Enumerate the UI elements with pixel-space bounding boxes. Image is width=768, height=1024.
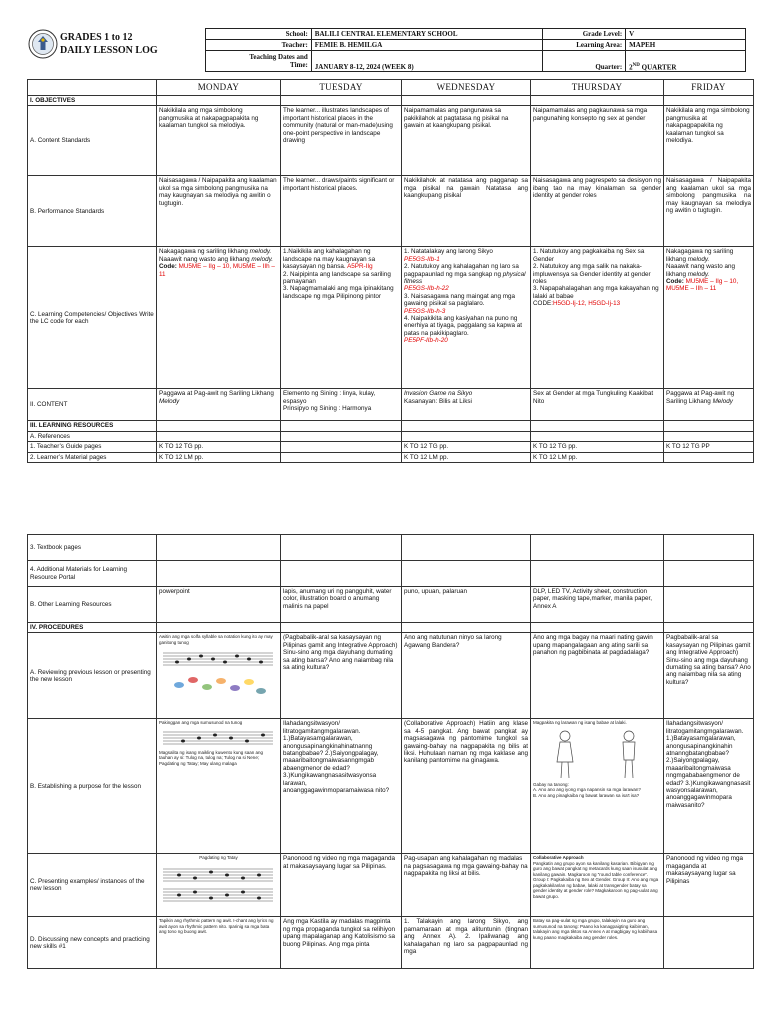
competency-thu-2: 2. Natutukoy ang mga salik na nakaka-impluwensya sa Gender identity at gender roles xyxy=(533,263,651,286)
music-staff-figure xyxy=(159,647,277,705)
competency-wed-4: 4. Naipakikita ang kasiyahan na puno ng enerhiya at tiyaga, paggalang sa kapwa at patas na pakikipaglaro. xyxy=(404,315,522,337)
procedures-heading: IV. PROCEDURES xyxy=(28,623,157,633)
resources-row xyxy=(28,421,754,431)
other-tue: lapis, anumang uri ng pangguhit, water color, illustration board o anumang malinis na papel xyxy=(281,587,402,623)
competency-mon-1: Nakagagawa ng sariling likhang melody. xyxy=(159,248,272,256)
tg-label: 1. Teacher’s Guide pages xyxy=(28,442,157,452)
other-resources-label: B. Other Learning Resources xyxy=(28,587,157,623)
examples-thu-title: Collaborative Approach xyxy=(533,855,584,861)
dates-value: JANUARY 8-12, 2024 (WEEK 8) xyxy=(311,51,543,72)
purpose-mon-caption: Pakinggan ang mga sumusunod na tunog xyxy=(159,720,243,726)
reviewing-mon xyxy=(157,633,281,719)
tg-tue xyxy=(281,442,402,452)
teacher-value: FEMIE B. HEMILGA xyxy=(311,40,543,51)
tg-mon: K TO 12 TG pp. xyxy=(157,442,281,452)
reviewing-fri: Pagbabalik-aral sa kasaysayan ng Pilipinas gamit ang Integrative Approach) Sinu-sino ang mga dayuhang dumating sa ating bansa? Ano ang naiambag nila sa ating kultura? xyxy=(664,633,754,719)
grade-label: Grade Level: xyxy=(543,29,626,40)
performance-standards-wed: Nakikilahok at natatasa ang pagganap sa mga pisikal na gawain Natatasa ang kaangkupang pisikal xyxy=(402,176,531,247)
discussing-fri xyxy=(664,917,754,969)
performance-standards-tue: The learner... draws/paints significant or important historical places. xyxy=(281,176,402,247)
competency-tue-2: 2. Naipipinta ang landscape sa sariling pamayanan xyxy=(283,270,391,286)
examples-fri: Panonood ng video ng mga magaganda at makasaysayang lugar sa Pilipinas xyxy=(664,854,754,917)
additional-row xyxy=(28,561,754,587)
examples-tue: Panonood ng video ng mga magaganda at makasaysayang lugar sa Pilipinas. xyxy=(281,854,402,917)
purpose-thu-caption: Magpakita ng larawan ng isang babae at lalaki. xyxy=(533,720,627,726)
resources-heading: III. LEARNING RESOURCES xyxy=(28,421,157,431)
quarter-label: Quarter: xyxy=(543,51,626,72)
content-standards-wed: Naipamamalas ang pangunawa sa pakikilahok at pagtatasa ng pisikal na gawain at kaangkupang pisikal. xyxy=(402,106,531,176)
other-thu: DLP, LED TV, Activity sheet, construction paper, masking tape,marker, manila paper, Annex A xyxy=(531,587,664,623)
reviewing-wed: Ano ang natutunan ninyo sa larong Agawang Bandera? xyxy=(402,633,531,719)
reviewing-row xyxy=(28,633,754,719)
header-info-table xyxy=(205,28,746,72)
objectives-heading: I. OBJECTIVES xyxy=(28,96,157,106)
performance-standards-row xyxy=(28,176,754,247)
content-standards-fri: Nakikilala ang mga simbolong pangmusika at nakapagpapakita ng kaalaman tungkol sa melodiya. xyxy=(664,106,754,176)
purpose-fri: Ilahadangsitwasyon/ litratogamitangmgalarawan. 1.)Batayasamgalarawan, anongusapinangkinahin atnanngbatangbabae? 2.)Saiyongpalagay, maaaribaitongmaiwasa nngmgababaengmenor de edad? 3.)Kungikawangnasasit wasyonsalarawan, anoanggagawinmopara maiwasanito? xyxy=(664,719,754,854)
competency-fri-2: Naaawit nang wasto ang likhang melody. xyxy=(666,263,735,278)
quarter-number: 2 xyxy=(629,63,633,71)
reviewing-thu: Ano ang mga bagay na maari nating gawin upang mapangalagaan ang ating sarili sa panahon ng pagbibinata at pagdadalaga? xyxy=(531,633,664,719)
discussing-tue: Ang mga Kastila ay madalas magpinta ng mga propaganda tungkol sa relihiyon upang mapalaganap ang Katolisismo sa buong Pilipinas. Ang mga pinta xyxy=(281,917,402,969)
competency-thu-code: CODE:H5GD-Ij-12, H5GD-Ij-13 xyxy=(533,300,621,308)
textbook-label: 3. Textbook pages xyxy=(28,535,157,561)
purpose-thu xyxy=(531,719,664,854)
examples-mon xyxy=(157,854,281,917)
quarter-suffix: ND xyxy=(632,62,640,68)
quarter-text: QUARTER xyxy=(639,63,677,71)
purpose-thu-question-title: Gabay na tanong: xyxy=(533,781,569,787)
melody-staff-figure xyxy=(159,728,277,750)
purpose-thu-question-1: A. Ano ano ang iyong mga napansin sa mga larawan? xyxy=(533,787,641,793)
lm-label: 2. Learner’s Material pages xyxy=(28,452,157,462)
discussing-row xyxy=(28,917,754,969)
content-heading: II. CONTENT xyxy=(28,389,157,421)
competencies-mon xyxy=(157,247,281,389)
school-value: BALILI CENTRAL ELEMENTARY SCHOOL xyxy=(311,29,543,40)
examples-label: C. Presenting examples/ instances of the new lesson xyxy=(28,854,157,917)
girl-boy-figure xyxy=(533,728,661,782)
content-thu: Sex at Gender at mga Tungkuling Kaakibat Nito xyxy=(531,389,664,421)
dates-label-line-1: Teaching Dates and xyxy=(249,53,308,61)
other-fri xyxy=(664,587,754,623)
discussing-thu: Batay sa pag-uulat ng mga grupo, talakayin na guro ang sumusunod na tanong: Paano ka kanagpaigting kaibiman, talakayin ang mga tiktos sa Annex A at magbigay ng kabiihasa kung paano magkakaiba ang gender roles. xyxy=(531,917,664,969)
purpose-mon xyxy=(157,719,281,854)
purpose-row xyxy=(28,719,754,854)
tg-row xyxy=(28,442,754,452)
content-standards-tue: The learner... illustrates landscapes of important historical places in the community (natural or man-made)using one-point perspective in landscape drawing xyxy=(281,106,402,176)
day-header-row xyxy=(28,80,754,96)
competency-wed-3-code: PE5GS-IIb-h-3 xyxy=(404,307,446,315)
competency-wed-4-code: PE5PF-IIb-h-20 xyxy=(404,337,448,345)
content-wed: Invasion Game na Sikyo Kasanayan: Bilis at Liksi xyxy=(402,389,531,421)
examples-wed: Pag-usapan ang kahalagahan ng madalas na pagsasagawa ng mga gawaing-bahay na nagpapakita ng liksi at bilis. xyxy=(402,854,531,917)
competencies-label: C. Learning Competencies/ Objectives Write the LC code for each xyxy=(28,247,157,389)
competency-mon-code: Code: MU5ME – IIg – 10, MU5ME – IIh – 11 xyxy=(159,263,275,278)
performance-standards-label: B. Performance Standards xyxy=(28,176,157,247)
competency-wed-2-code: PE5GS-IIb-h-22 xyxy=(404,285,449,293)
competencies-row xyxy=(28,247,754,389)
competency-thu-1: 1. Natutukoy ang pagkakaiba ng Sex sa Gender xyxy=(533,248,645,263)
lesson-table-part-1 xyxy=(27,79,754,463)
content-mon: Paggawa at Pag-awit ng Sariling Likhang Melody xyxy=(157,389,281,421)
grade-value: V xyxy=(626,29,746,40)
content-row xyxy=(28,389,754,421)
competencies-fri xyxy=(664,247,754,389)
song-sheet-figure xyxy=(159,863,277,903)
competency-fri-1: Nakagagawa ng sariling likhang melody. xyxy=(666,248,734,263)
competency-wed-1-code: PE5GS-IIb-1 xyxy=(404,255,440,263)
reviewing-label: A. Reviewing previous lesson or presenting the new lesson xyxy=(28,633,157,719)
dates-label xyxy=(206,51,312,72)
competency-tue-1: 1.Naikikila ang kahalagahan ng landscape na may kaugnayan sa kasaysayan ng bansa. A5PR-IIg xyxy=(283,248,376,271)
lm-fri xyxy=(664,452,754,462)
area-value: MAPEH xyxy=(626,40,746,51)
tg-wed: K TO 12 TG pp. xyxy=(402,442,531,452)
reviewing-mon-caption: Awitin ang mga solfa syllable sa notation kung ito ay may ganitong tunog xyxy=(159,634,273,645)
title-line-2: DAILY LESSON LOG xyxy=(60,45,158,56)
competency-thu-3: 3. Napapahalagahan ang mga kakayahan ng lalaki at babae xyxy=(533,285,659,300)
content-standards-mon: Nakikilala ang mga simbolong pangmusika at nakapagpapakita ng kaalaman tungkol sa melodiya. xyxy=(157,106,281,176)
lm-row xyxy=(28,452,754,462)
examples-thu-text: Pangkatin ang grupo ayon sa kanilang kasarian. Bibigyan ng guro ang bawat pangkat ng metacards kung saan isusulat ang kanilang gawain. Magkaroon ng “round table conference”. Group I: Pagkakaiba ng Sex at Gender. Group II: Ano ang mga pagkakakilanlan ng babae, lalaki at transgender batay sa gender identity at gender role? Magkakaroon ng pag-uulat ang bawat grupo. xyxy=(533,860,659,899)
competency-fri-code: Code: MU5ME – IIg – 10, MU5ME – IIh – 11 xyxy=(666,278,739,293)
references-heading: A. References xyxy=(28,431,157,441)
quarter-value xyxy=(626,51,746,72)
day-wednesday: WEDNESDAY xyxy=(402,80,531,96)
day-tuesday: TUESDAY xyxy=(281,80,402,96)
references-row xyxy=(28,431,754,441)
examples-row xyxy=(28,854,754,917)
day-monday: MONDAY xyxy=(157,80,281,96)
other-wed: puno, upuan, palaruan xyxy=(402,587,531,623)
purpose-label: B. Establishing a purpose for the lesson xyxy=(28,719,157,854)
competency-mon-2: Naaawit nang wasto ang likhang melody. xyxy=(159,255,274,263)
examples-thu xyxy=(531,854,664,917)
competencies-tue xyxy=(281,247,402,389)
other-mon: powerpoint xyxy=(157,587,281,623)
corner-cell xyxy=(28,80,157,96)
content-standards-thu: Naipamamalas ang pagkaunawa sa mga pangunahing konsepto ng sex at gender xyxy=(531,106,664,176)
discussing-wed: 1. Talakayin ang larong Sikyo, ang pamamaraan at mga alituntunin (tingnan ang Annex A). 2. Ipaliwanag ang kahalagahan ng laro sa pagpapaunlad ng mga xyxy=(402,917,531,969)
day-friday: FRIDAY xyxy=(664,80,754,96)
deped-seal-icon xyxy=(28,29,58,59)
purpose-wed: (Collaborative Approach) Hatiin ang klase sa 4-5 pangkat. Ang bawat pangkat ay magsasagawa ng pantomime tungkol sa gawaing-bahay na nagpapakita ng bilis at liksi. Huhulaan naman ng mga kaklase ang kanilang pantomime na ginagawa. xyxy=(402,719,531,854)
procedures-row xyxy=(28,623,754,633)
teacher-label: Teacher: xyxy=(206,40,312,51)
dates-label-line-2: Time: xyxy=(290,61,308,69)
discussing-mon: Tapikin ang rhythmic pattern ng awit. I-chant ang lyrics ng awit ayon sa rhythmic pattern nito. Iparinig sa mga bata ang tono ng buong awit. xyxy=(157,917,281,969)
day-thursday: THURSDAY xyxy=(531,80,664,96)
examples-mon-title: Pagdating ng Tatay xyxy=(199,855,238,861)
document-title xyxy=(60,31,158,57)
performance-standards-mon: Naisasagawa / Naipapakita ang kaalaman ukol sa mga simbolong pangmusika na may kaugnayan sa melodiya ng awitin o tugtugin. xyxy=(157,176,281,247)
purpose-tue: Ilahadangsitwasyon/ litratogamitangmgalarawan. 1.)Batayasamgalarawan, anongusapinangkinahinatnanng batangbabae? 2.)Saiyongpalagay, maaaribaitongmaiwasanngmgab abaengmenor de edad? 3.)Kungikawangnasasitwasyonsa larawan, anoanggagawinmoparamaiwasa nito? xyxy=(281,719,402,854)
lesson-table-part-2 xyxy=(27,534,754,969)
competencies-wed xyxy=(402,247,531,389)
lm-wed: K TO 12 LM pp. xyxy=(402,452,531,462)
area-label: Learning Area: xyxy=(543,40,626,51)
purpose-mon-list: Magsalita ng isang maikling kuwento kung saan ang tauhan ay si: Tulog na, tulog na; Tulog na si Nene; Pagdating ng Tatay; May ulang malaga xyxy=(159,749,264,766)
competencies-thu xyxy=(531,247,664,389)
lm-mon: K TO 12 LM pp. xyxy=(157,452,281,462)
lm-thu: K TO 12 LM pp. xyxy=(531,452,664,462)
discussing-label: D. Discussing new concepts and practicing new skills #1 xyxy=(28,917,157,969)
purpose-thu-question-2: B. Ano ang pinagkaiba ng bawat larawan sa isa't isa? xyxy=(533,792,640,798)
textbook-row xyxy=(28,535,754,561)
additional-label: 4. Additional Materials for Learning Resource Portal xyxy=(28,561,157,587)
school-label: School: xyxy=(206,29,312,40)
competency-wed-1: 1. Natatalakay ang larong Sikyo xyxy=(404,248,493,256)
competency-wed-3: 3. Naisasagawa nang maingat ang mga gawaing pisikal sa paglalaro. xyxy=(404,292,515,308)
content-standards-label: A. Content Standards xyxy=(28,106,157,176)
performance-standards-thu: Naisasagawa ang pagrespeto sa desisyon ng ibang tao na may kinalaman sa gender identity at gender roles xyxy=(531,176,664,247)
other-resources-row xyxy=(28,587,754,623)
competency-tue-3: 3. Napagmamalaki ang mga ipinakitang landscape ng mga Pilipinong pintor xyxy=(283,285,394,300)
objectives-row xyxy=(28,96,754,106)
content-tue: Elemento ng Sining : linya, kulay, espasyo Prinsipyo ng Sining : Harmonya xyxy=(281,389,402,421)
lm-tue xyxy=(281,452,402,462)
competency-wed-2: 2. Natutukoy ang kahalagahan ng laro sa pagpapaunlad ng mga sangkap ng physical fitness xyxy=(404,263,526,286)
tg-fri: K TO 12 TG PP xyxy=(664,442,754,452)
content-standards-row xyxy=(28,106,754,176)
title-line-1: GRADES 1 to 12 xyxy=(60,32,133,43)
tg-thu: K TO 12 TG pp. xyxy=(531,442,664,452)
reviewing-tue: (Pagbabalik-aral sa kasaysayan ng Pilipinas gamit ang Integrative Approach) Sinu-sino ang mga dayuhang dumating sa ating bansa? Ano ang naiambag nila sa ating kultura? xyxy=(281,633,402,719)
content-fri: Paggawa at Pag-awit ng Sariling Likhang Melody xyxy=(664,389,754,421)
performance-standards-fri: Naisasagawa / Naipapakita ang kaalaman ukol sa mga simbolong pangmusika na may kaugnayan sa melodiya ng awitin o tugtugin. xyxy=(664,176,754,247)
